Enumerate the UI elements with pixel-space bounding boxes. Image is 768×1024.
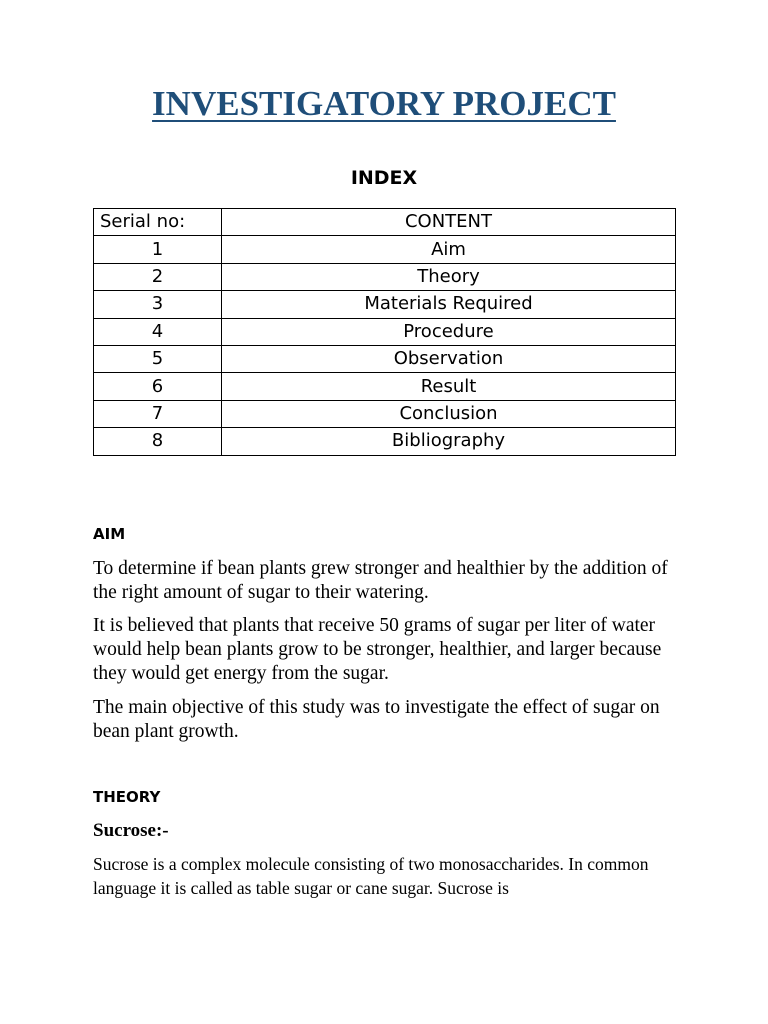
table-row [94, 291, 676, 318]
content-cell: Procedure [222, 318, 676, 345]
serial-cell: 1 [94, 236, 222, 263]
table-row [94, 345, 676, 372]
serial-cell: 5 [94, 345, 222, 372]
aim-heading: AIM [93, 525, 126, 543]
index-heading: INDEX [350, 167, 418, 189]
serial-cell: 2 [94, 263, 222, 290]
table-row [94, 318, 676, 345]
serial-cell: 8 [94, 428, 222, 455]
serial-cell: 7 [94, 400, 222, 427]
content-cell: Theory [222, 263, 676, 290]
table-row [94, 428, 676, 455]
column-header-content: CONTENT [222, 209, 676, 236]
serial-cell: 4 [94, 318, 222, 345]
page-title: INVESTIGATORY PROJECT [152, 84, 616, 123]
content-cell: Observation [222, 345, 676, 372]
sucrose-subheading: Sucrose:- [93, 820, 169, 841]
table-header-row [94, 209, 676, 236]
aim-paragraph-1: To determine if bean plants grew stronger and healthier by the addition of the right amount of sugar to their watering. [93, 558, 668, 603]
content-cell: Result [222, 373, 676, 400]
aim-paragraph-3: The main objective of this study was to investigate the effect of sugar on bean plant growth. [93, 697, 660, 742]
table-row [94, 373, 676, 400]
serial-cell: 6 [94, 373, 222, 400]
content-cell: Bibliography [222, 428, 676, 455]
column-header-serial: Serial no: [94, 209, 222, 236]
table-row [94, 236, 676, 263]
theory-heading: THEORY [93, 788, 161, 806]
index-table [93, 208, 676, 456]
table-row [94, 263, 676, 290]
table-row [94, 400, 676, 427]
content-cell: Materials Required [222, 291, 676, 318]
content-cell: Conclusion [222, 400, 676, 427]
aim-paragraph-2: It is believed that plants that receive 50 grams of sugar per liter of water would help bean plants grow to be stronger, healthier, and larger because they would get energy from the sugar. [93, 615, 662, 684]
theory-paragraph: Sucrose is a complex molecule consisting of two monosaccharides. In common language it is called as table sugar or cane sugar. Sucrose is [93, 854, 649, 898]
serial-cell: 3 [94, 291, 222, 318]
content-cell: Aim [222, 236, 676, 263]
